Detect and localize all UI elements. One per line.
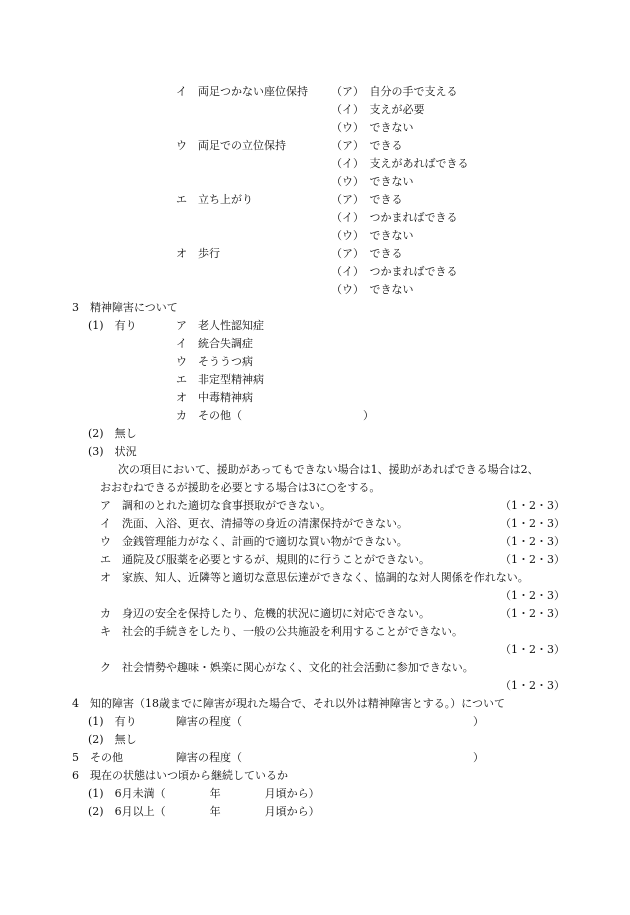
status-scale-a: （1・2・3） [500,499,565,512]
item-u-opt-b: （イ） 支えがあればできる [331,157,469,170]
mental-type-d: エ 非定型精神病 [176,373,264,386]
item-o-opt-a: （ア） できる [331,247,403,260]
mental-type-a: ア 老人性認知症 [176,319,264,332]
item-o-opt-c: （ウ） できない [331,283,414,296]
item-e-opt-c: （ウ） できない [331,229,414,242]
status-scale-e: （1・2・3） [500,589,565,602]
status-item-d: エ 通院及び服薬を必要とするが、規則的に行うことができない。 [100,553,430,566]
mental-present: (1) 有り [88,319,137,332]
item-i-opt-a: （ア） 自分の手で支える [331,85,458,98]
item-o-label: オ 歩行 [176,247,220,260]
intellectual-absent: (2) 無し [88,733,137,746]
instruction-line-2: おおむねできるが援助を必要とする場合は3に○をする。 [100,481,381,494]
mental-type-b: イ 統合失調症 [176,337,253,350]
status-item-f: カ 身辺の安全を保持したり、危機的状況に適切に対応できない。 [100,607,430,620]
item-i-opt-b: （イ） 支えが必要 [331,103,425,116]
mental-type-f: カ その他（ ） [176,409,374,422]
duration-over-6-months: (2) 6月以上（ 年 月頃から） [88,805,320,818]
status-scale-g: （1・2・3） [500,643,565,656]
intellectual-degree: 障害の程度（ ） [176,715,484,728]
section-3-heading: 3 精神障害について [72,301,178,314]
status-item-b: イ 洗面、入浴、更衣、清掃等の身近の清潔保持ができない。 [100,517,408,530]
item-e-label: エ 立ち上がり [176,193,253,206]
status-item-h: ク 社会情勢や趣味・娯楽に関心がなく、文化的社会活動に参加できない。 [100,661,474,674]
section-4-heading: 4 知的障害（18歳までに障害が現れた場合で、それ以外は精神障害とする。）について [72,697,506,710]
status-scale-h: （1・2・3） [500,679,565,692]
item-i-label: イ 両足つかない座位保持 [176,85,308,98]
status-item-a: ア 調和のとれた適切な食事摂取ができない。 [100,499,331,512]
status-scale-b: （1・2・3） [500,517,565,530]
status-scale-c: （1・2・3） [500,535,565,548]
section-6-heading: 6 現在の状態はいつ頃から継続しているか [72,769,288,782]
other-degree: 障害の程度（ ） [176,751,484,764]
status-item-c: ウ 金銭管理能力がなく、計画的で適切な買い物ができない。 [100,535,408,548]
instruction-line-1: 次の項目において、援助があってもできない場合は1、援助があればできる場合は2、 [118,463,539,476]
status-scale-d: （1・2・3） [500,553,565,566]
item-e-opt-a: （ア） できる [331,193,403,206]
item-u-label: ウ 両足での立位保持 [176,139,286,152]
status-item-e: オ 家族、知人、近隣等と適切な意思伝達ができなく、協調的な対人関係を作れない。 [100,571,529,584]
duration-under-6-months: (1) 6月未満（ 年 月頃から） [88,787,320,800]
item-i-opt-c: （ウ） できない [331,121,414,134]
section-5-heading: 5 その他 [72,751,123,764]
mental-absent: (2) 無し [88,427,137,440]
mental-status: (3) 状況 [88,445,137,458]
item-u-opt-a: （ア） できる [331,139,403,152]
status-scale-f: （1・2・3） [500,607,565,620]
item-o-opt-b: （イ） つかまればできる [331,265,458,278]
status-item-g: キ 社会的手続きをしたり、一般の公共施設を利用することができない。 [100,625,463,638]
intellectual-present: (1) 有り [88,715,137,728]
item-e-opt-b: （イ） つかまればできる [331,211,458,224]
mental-type-e: オ 中毒精神病 [176,391,253,404]
item-u-opt-c: （ウ） できない [331,175,414,188]
mental-type-c: ウ そううつ病 [176,355,253,368]
